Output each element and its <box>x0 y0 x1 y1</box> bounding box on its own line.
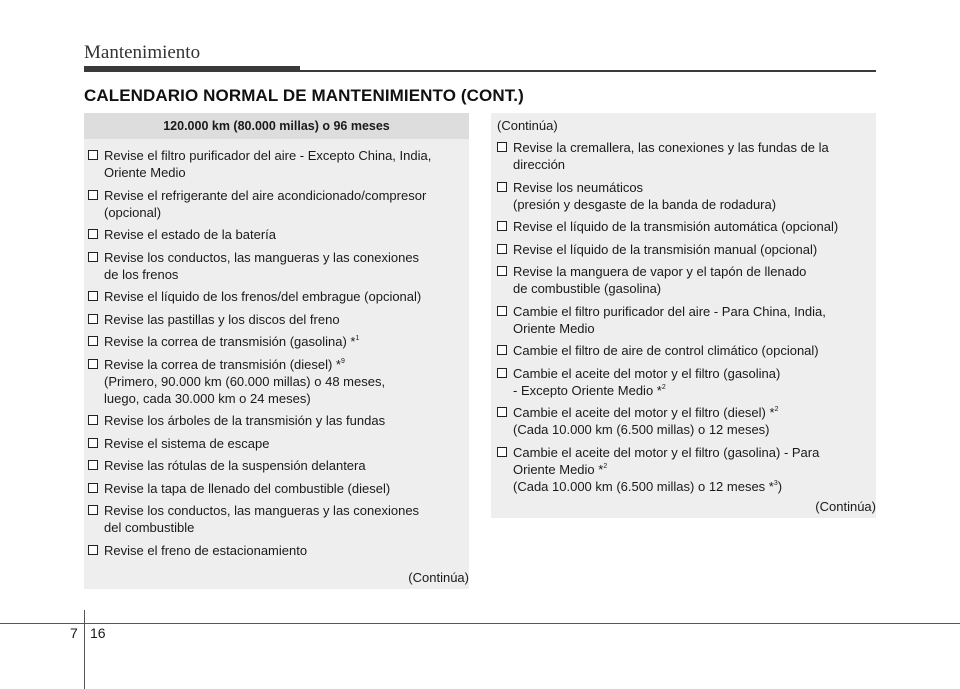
checklist-item <box>86 147 469 181</box>
checkbox-icon <box>88 415 98 425</box>
header-rule-thin <box>300 70 876 72</box>
item-text: Revise el líquido de la transmisión manual (opcional) <box>513 241 818 257</box>
item-text: Revise el líquido de los frenos/del embrague (opcional) <box>104 289 422 304</box>
item-text: Cambie el aceite del motor y el filtro (diesel) *$^2$ <box>513 405 779 420</box>
checkbox-icon <box>88 252 98 262</box>
checklist-item <box>86 187 469 221</box>
footnote-ref: 1 <box>355 335 360 342</box>
item-text: Revise los neumáticos <box>513 179 644 195</box>
item-text: Oriente Medio <box>104 165 186 180</box>
checkbox-icon <box>88 190 98 200</box>
checkbox-icon <box>497 407 507 417</box>
item-text: (Cada 10.000 km (6.500 millas) o 12 meses *$^3$) <box>513 478 783 494</box>
checkbox-icon <box>497 306 507 316</box>
checkbox-icon <box>88 291 98 301</box>
item-text: Revise la correa de transmisión (gasolina) *$^1$ <box>104 334 360 349</box>
item-text: Revise las pastillas y los discos del freno <box>104 311 340 327</box>
checklist-item <box>86 226 469 243</box>
checklist-item <box>495 303 876 337</box>
right-checklist <box>491 139 876 495</box>
item-text: de los frenos <box>104 266 179 282</box>
item-text: Revise los conductos, las mangueras y las conexiones <box>104 249 420 265</box>
checkbox-icon <box>497 244 507 254</box>
page-number: 16 <box>90 625 106 641</box>
interval-heading: 120.000 km (80.000 millas) o 96 meses <box>84 113 469 139</box>
item-text: Revise los árboles de la transmisión y las fundas <box>104 413 386 428</box>
checklist-item <box>86 311 469 328</box>
checklist-item <box>495 404 876 438</box>
right-schedule-panel <box>491 113 876 518</box>
item-text: Revise la manguera de vapor y el tapón de llenado <box>513 264 807 279</box>
checklist-item <box>86 288 469 305</box>
item-text: de combustible (gasolina) <box>513 281 662 296</box>
checkbox-icon <box>497 266 507 276</box>
checklist-item <box>495 179 876 213</box>
item-text: Cambie el filtro de aire de control climático (opcional) <box>513 343 819 358</box>
checkbox-icon <box>88 438 98 448</box>
item-text: Revise la tapa de llenado del combustible (diesel) <box>104 480 391 496</box>
checklist-item <box>495 241 876 258</box>
checklist-item <box>86 333 469 350</box>
checkbox-icon <box>88 505 98 515</box>
item-text: (Cada 10.000 km (6.500 millas) o 12 meses) <box>513 422 770 437</box>
footer-divider <box>84 610 85 689</box>
item-text: Revise las rótulas de la suspensión delantera <box>104 458 366 473</box>
checklist-item <box>86 249 469 283</box>
checklist-item <box>495 139 876 173</box>
footnote-ref: 2 <box>774 406 779 413</box>
item-text: (opcional) <box>104 204 162 220</box>
checkbox-icon <box>497 142 507 152</box>
item-text: Revise el refrigerante del aire acondicionado/compresor <box>104 187 427 203</box>
continued-label: (Continúa) <box>497 118 558 133</box>
item-text: Revise el freno de estacionamiento <box>104 542 308 558</box>
checklist-item <box>86 480 469 497</box>
checkbox-icon <box>88 545 98 555</box>
checklist-item <box>86 435 469 452</box>
footnote-ref: 2 <box>603 462 608 470</box>
checkbox-icon <box>88 483 98 493</box>
page-title: CALENDARIO NORMAL DE MANTENIMIENTO (CONT.) <box>84 86 524 105</box>
checkbox-icon <box>497 345 507 355</box>
item-text: Cambie el aceite del motor y el filtro (gasolina) - Para <box>513 444 820 460</box>
section-name: Mantenimiento <box>84 42 201 63</box>
continues-label: (Continúa) <box>408 570 469 585</box>
item-text: Cambie el aceite del motor y el filtro (gasolina) <box>513 365 781 381</box>
checkbox-icon <box>88 460 98 470</box>
item-text: del combustible <box>104 520 195 535</box>
checkbox-icon <box>88 314 98 324</box>
item-text: dirección <box>513 157 566 172</box>
checklist-item <box>495 218 876 235</box>
item-text: Oriente Medio <box>513 320 595 336</box>
checkbox-icon <box>88 150 98 160</box>
checklist-item <box>495 444 876 495</box>
chapter-number: 7 <box>70 625 78 641</box>
item-text: Revise el estado de la batería <box>104 227 276 242</box>
item-text: Revise el filtro purificador del aire - Excepto China, India, <box>104 148 432 163</box>
checklist-item <box>86 502 469 536</box>
checklist-item <box>86 457 469 474</box>
checklist-item <box>86 412 469 429</box>
checklist-item <box>495 263 876 297</box>
item-text: Oriente Medio *$^2$ <box>513 461 608 477</box>
checkbox-icon <box>497 221 507 231</box>
footnote-ref: 2 <box>661 383 666 391</box>
item-text: (Primero, 90.000 km (60.000 millas) o 48 meses, <box>104 373 386 389</box>
item-text: - Excepto Oriente Medio *$^2$ <box>513 382 666 398</box>
item-text: Revise el sistema de escape <box>104 435 270 451</box>
item-text: (presión y desgaste de la banda de rodadura) <box>513 196 777 212</box>
item-text: Revise la cremallera, las conexiones y las fundas de la <box>513 140 829 155</box>
item-text: Revise la correa de transmisión (diesel) *$^9$ <box>104 356 345 372</box>
item-text: luego, cada 30.000 km o 24 meses) <box>104 390 311 406</box>
header-rule-thick <box>84 66 300 72</box>
checkbox-icon <box>88 336 98 346</box>
footer-rule <box>0 623 960 624</box>
checkbox-icon <box>497 368 507 378</box>
checkbox-icon <box>88 359 98 369</box>
checkbox-icon <box>497 182 507 192</box>
item-text: Revise los conductos, las mangueras y las conexiones <box>104 503 420 518</box>
footnote-ref: 9 <box>340 357 345 365</box>
item-text: Revise el líquido de la transmisión automática (opcional) <box>513 219 839 234</box>
checklist-item <box>495 342 876 359</box>
continues-label: (Continúa) <box>815 499 876 514</box>
checklist-item <box>495 365 876 399</box>
checkbox-icon <box>497 447 507 457</box>
left-schedule-panel <box>84 113 469 589</box>
checklist-item <box>86 356 469 407</box>
checklist-item <box>86 542 469 559</box>
checkbox-icon <box>88 229 98 239</box>
left-checklist <box>84 139 469 559</box>
item-text: Cambie el filtro purificador del aire - Para China, India, <box>513 303 826 319</box>
